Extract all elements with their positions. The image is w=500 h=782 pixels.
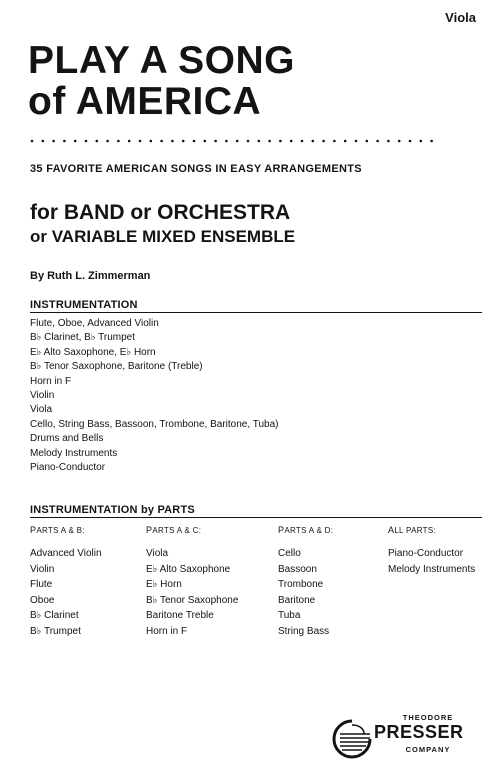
- parts-column-a-b: [30, 524, 102, 640]
- divider-dot: [344, 140, 347, 143]
- column-header: [30, 524, 102, 538]
- list-item: Cello: [278, 548, 301, 559]
- divider-dot: [333, 140, 336, 143]
- column-header-rest: ARTS A & B:: [36, 526, 85, 535]
- list-item: Piano-Conductor: [30, 461, 106, 473]
- list-item: Violin: [30, 563, 55, 575]
- divider-dot: [171, 140, 174, 143]
- list-item: Flute: [30, 579, 53, 591]
- divider-dot: [85, 140, 88, 143]
- divider-dot: [31, 140, 34, 143]
- list-item: Horn in F: [146, 625, 188, 637]
- divider-dot: [387, 140, 390, 143]
- list-item: B♭ Tenor Saxophone, Baritone (Treble): [30, 361, 203, 373]
- divider-dot: [301, 140, 304, 143]
- list-item: Bassoon: [278, 563, 317, 575]
- divider-dot: [279, 140, 282, 143]
- divider-dot: [96, 140, 99, 143]
- parts-column-a-d: [278, 524, 333, 640]
- divider-dot: [63, 140, 66, 143]
- parts-column-all: [388, 524, 475, 577]
- list-item: Advanced Violin: [30, 548, 102, 559]
- dotted-divider: [30, 139, 440, 143]
- divider-dot: [312, 140, 315, 143]
- title-line-1: PLAY A SONG: [28, 39, 296, 82]
- divider-dot: [150, 140, 153, 143]
- divider-dot: [225, 140, 228, 143]
- divider-dot: [139, 140, 142, 143]
- page-title: [28, 40, 295, 122]
- column-header-initial: A: [388, 525, 395, 535]
- publisher-name-main: PRESSER: [374, 722, 464, 742]
- list-item: Drums and Bells: [30, 433, 104, 445]
- divider-dot: [193, 140, 196, 143]
- subtitle: 35 FAVORITE AMERICAN SONGS IN EASY ARRANGEMENTS: [30, 163, 362, 175]
- column-items: [388, 546, 475, 577]
- divider-dot: [420, 140, 423, 143]
- divider-dot: [322, 140, 325, 143]
- ensemble-subheading: or VARIABLE MIXED ENSEMBLE: [30, 227, 296, 246]
- list-item: B♭ Tenor Saxophone: [146, 594, 239, 606]
- divider-dot: [247, 140, 250, 143]
- instrumentation-list: [30, 317, 278, 475]
- column-items: [30, 546, 102, 640]
- list-item: Trombone: [278, 579, 324, 591]
- column-header: [278, 524, 333, 538]
- list-item: Tuba: [278, 610, 301, 622]
- column-items: [278, 546, 333, 640]
- column-header-initial: P: [146, 525, 153, 535]
- list-item: String Bass: [278, 625, 330, 637]
- list-item: E♭ Alto Saxophone: [146, 563, 231, 575]
- divider-dot: [290, 140, 293, 143]
- divider-dot: [355, 140, 358, 143]
- column-header-initial: P: [278, 525, 285, 535]
- list-item: Baritone: [278, 594, 316, 606]
- column-items: [146, 546, 238, 640]
- list-item: Viola: [30, 404, 53, 416]
- divider-dot: [214, 140, 217, 143]
- list-item: Piano-Conductor: [388, 548, 464, 559]
- list-item: Oboe: [30, 594, 55, 606]
- ensemble-heading: for BAND or ORCHESTRA: [30, 201, 291, 224]
- column-header: [388, 524, 475, 538]
- list-item: Flute, Oboe, Advanced Violin: [30, 318, 159, 329]
- list-item: Horn in F: [30, 375, 72, 387]
- divider-dot: [430, 140, 433, 143]
- list-item: Melody Instruments: [30, 447, 118, 459]
- list-item: B♭ Trumpet: [30, 625, 81, 637]
- list-item: E♭ Alto Saxophone, E♭ Horn: [30, 346, 156, 358]
- list-item: B♭ Clarinet, B♭ Trumpet: [30, 332, 136, 344]
- publisher-name-bottom: COMPANY: [405, 745, 451, 754]
- divider-dot: [74, 140, 77, 143]
- divider-dot: [398, 140, 401, 143]
- divider-dot: [128, 140, 131, 143]
- parts-column-a-c: [146, 524, 238, 640]
- divider-dot: [106, 140, 109, 143]
- column-header-initial: P: [30, 525, 37, 535]
- publisher-name-top: THEODORE: [402, 713, 454, 722]
- list-item: E♭ Horn: [146, 579, 182, 591]
- divider-dot: [182, 140, 185, 143]
- list-item: Violin: [30, 389, 55, 401]
- divider-dot: [160, 140, 163, 143]
- list-item: Viola: [146, 548, 169, 559]
- divider-dot: [366, 140, 369, 143]
- divider-dot: [52, 140, 55, 143]
- list-item: B♭ Clarinet: [30, 610, 79, 622]
- list-item: Cello, String Bass, Bassoon, Trombone, Baritone, Tuba): [30, 418, 279, 430]
- column-header-rest: LL PARTS:: [394, 526, 436, 535]
- divider-dot: [268, 140, 271, 143]
- title-line-2: of AMERICA: [28, 80, 262, 123]
- part-name: Viola: [445, 10, 476, 25]
- divider-dot: [42, 140, 45, 143]
- column-header-rest: ARTS A & C:: [152, 526, 202, 535]
- divider-dot: [236, 140, 239, 143]
- publisher-logo: [330, 713, 490, 771]
- divider-dot: [376, 140, 379, 143]
- divider-dot: [258, 140, 261, 143]
- divider-dot: [409, 140, 412, 143]
- presser-emblem-icon: [330, 717, 374, 761]
- author: By Ruth L. Zimmerman: [30, 270, 151, 282]
- parts-heading: INSTRUMENTATION by PARTS: [30, 504, 482, 518]
- column-header-rest: ARTS A & D:: [284, 526, 334, 535]
- divider-dot: [117, 140, 120, 143]
- column-header: [146, 524, 238, 538]
- parts-table: [30, 524, 482, 644]
- list-item: Baritone Treble: [146, 610, 214, 622]
- list-item: Melody Instruments: [388, 563, 476, 575]
- instrumentation-heading: INSTRUMENTATION: [30, 299, 482, 313]
- divider-dot: [204, 140, 207, 143]
